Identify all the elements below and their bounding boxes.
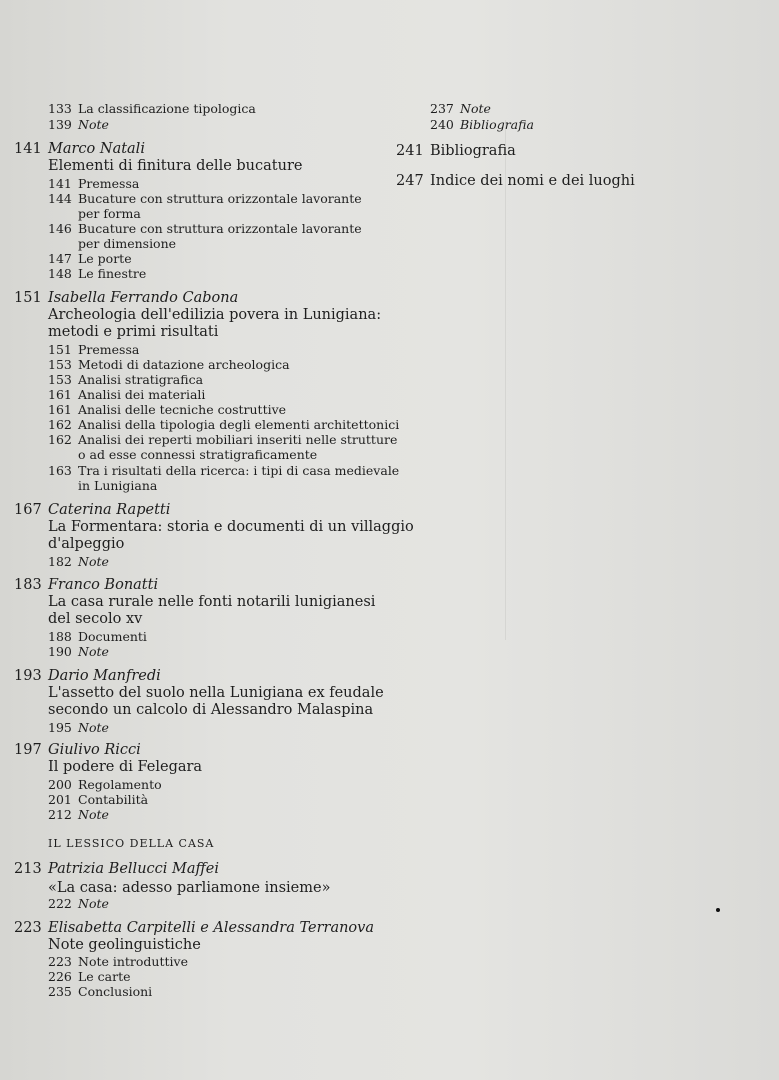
entry-title-cont: del secolo xv	[48, 611, 143, 627]
subentry-title: Note	[78, 117, 109, 132]
entry-author: Franco Bonatti	[48, 577, 159, 593]
subentry-page: 153	[48, 357, 72, 372]
entry-title: La Formentara: storia e documenti di un villaggio	[48, 519, 414, 535]
subentry-page: 153	[48, 372, 72, 387]
subentry-page: 200	[48, 777, 72, 792]
subentry-title: Analisi della tipologia degli elementi architettonici	[78, 417, 400, 432]
entry-title: Archeologia dell'edilizia povera in Lunigiana:	[48, 307, 382, 323]
subentry-title: Contabilità	[78, 792, 149, 807]
subentry-title-cont: o ad esse connessi stratigraficamente	[78, 447, 318, 462]
entry-title: L'assetto del suolo nella Lunigiana ex feudale	[48, 685, 384, 701]
subentry-title: Analisi delle tecniche costruttive	[78, 402, 287, 417]
section-heading-text: IL LESSICO DELLA CASA	[48, 837, 215, 850]
subentry-title: Regolamento	[78, 777, 162, 792]
toc-entry	[396, 170, 635, 189]
entry-title: Indice dei nomi e dei luoghi	[430, 173, 635, 189]
subentry-title: Analisi stratigrafica	[78, 372, 204, 387]
entry-author: Dario Manfredi	[48, 668, 161, 684]
subentry-page: 147	[48, 251, 72, 266]
subentry-page: 141	[48, 176, 72, 191]
entry-page: 247	[396, 173, 424, 189]
entry-author: Marco Natali	[48, 141, 145, 157]
subentry-title: Bucature con struttura orizzontale lavorante	[78, 191, 362, 206]
subentry-page: 162	[48, 417, 72, 432]
entry-page: 213	[14, 861, 42, 877]
entry-title: Bibliografia	[430, 143, 516, 159]
entry-author: Giulivo Ricci	[48, 742, 141, 758]
subentry-title: Note	[78, 554, 109, 569]
subentry-title: Bucature con struttura orizzontale lavorante	[78, 221, 362, 236]
entry-author: Patrizia Bellucci Maffei	[48, 861, 219, 877]
subentry-page: 161	[48, 387, 72, 402]
subentry-title: Conclusioni	[78, 984, 153, 999]
subentry-page: 237	[430, 101, 454, 116]
subentry-title: Analisi dei materiali	[78, 387, 206, 402]
subentry-page: 195	[48, 720, 72, 735]
entry-page: 241	[396, 143, 424, 159]
subentry-title: Le porte	[78, 251, 132, 266]
entry-page: 223	[14, 920, 42, 936]
entry-title-cont: secondo un calcolo di Alessandro Malaspina	[48, 702, 374, 718]
toc-subentry	[14, 114, 109, 133]
subentry-title-cont: per dimensione	[78, 236, 177, 251]
subentry-page: 226	[48, 969, 72, 984]
ink-speck	[716, 908, 720, 912]
entry-title: Elementi di finitura delle bucature	[48, 158, 303, 174]
subentry-page: 235	[48, 984, 72, 999]
subentry-title-cont: in Lunigiana	[78, 478, 158, 493]
entry-title: Note geolinguistiche	[48, 937, 201, 953]
subentry-title: Premessa	[78, 176, 140, 191]
subentry-title: Note	[78, 644, 109, 659]
entry-page: 167	[14, 502, 42, 518]
toc-entry-title	[14, 155, 302, 174]
entry-author: Elisabetta Carpitelli e Alessandra Terranova	[48, 920, 374, 936]
subentry-page: 188	[48, 629, 72, 644]
subentry-page: 139	[48, 117, 72, 132]
subentry-title: Note	[78, 720, 109, 735]
entry-title: La casa rurale nelle fonti notarili lunigianesi	[48, 594, 376, 610]
subentry-title: Le finestre	[78, 266, 147, 281]
entry-author: Caterina Rapetti	[48, 502, 171, 518]
entry-author: Isabella Ferrando Cabona	[48, 290, 239, 306]
subentry-title: Note introduttive	[78, 954, 188, 969]
subentry-title: Note	[460, 101, 491, 116]
entry-page: 197	[14, 742, 42, 758]
subentry-title: La classificazione tipologica	[78, 101, 256, 116]
toc-entry-author	[14, 858, 219, 877]
subentry-title: Note	[78, 896, 109, 911]
subentry-page: 148	[48, 266, 72, 281]
entry-page: 193	[14, 668, 42, 684]
subentry-page: 161	[48, 402, 72, 417]
subentry-page: 201	[48, 792, 72, 807]
subentry-page: 240	[430, 117, 454, 132]
entry-page: 183	[14, 577, 42, 593]
section-heading	[14, 832, 214, 851]
subentry-page: 212	[48, 807, 72, 822]
page-fold-shadow	[505, 120, 506, 640]
entry-page: 151	[14, 290, 42, 306]
entry-title: «La casa: adesso parliamone insieme»	[48, 880, 331, 896]
entry-page: 141	[14, 141, 42, 157]
subentry-page: 182	[48, 554, 72, 569]
subentry-page: 146	[48, 221, 72, 236]
subentry-page: 144	[48, 191, 72, 206]
entry-title-cont: metodi e primi risultati	[48, 324, 219, 340]
subentry-title-cont: per forma	[78, 206, 141, 221]
subentry-title: Le carte	[78, 969, 131, 984]
subentry-page: 163	[48, 463, 72, 478]
subentry-page: 190	[48, 644, 72, 659]
toc-entry	[396, 140, 516, 159]
subentry-title: Documenti	[78, 629, 147, 644]
subentry-page: 162	[48, 432, 72, 447]
entry-title-cont: d'alpeggio	[48, 536, 125, 552]
subentry-title: Metodi di datazione archeologica	[78, 357, 290, 372]
toc-subentry	[396, 114, 534, 133]
subentry-title: Bibliografia	[460, 117, 534, 132]
subentry-page: 151	[48, 342, 72, 357]
subentry-title: Note	[78, 807, 109, 822]
subentry-page: 222	[48, 896, 72, 911]
subentry-title: Tra i risultati della ricerca: i tipi di casa medievale	[78, 463, 400, 478]
entry-title: Il podere di Felegara	[48, 759, 203, 775]
subentry-title: Premessa	[78, 342, 140, 357]
subentry-page: 133	[48, 101, 72, 116]
subentry-page: 223	[48, 954, 72, 969]
subentry-title: Analisi dei reperti mobiliari inseriti nelle strutture	[78, 432, 398, 447]
